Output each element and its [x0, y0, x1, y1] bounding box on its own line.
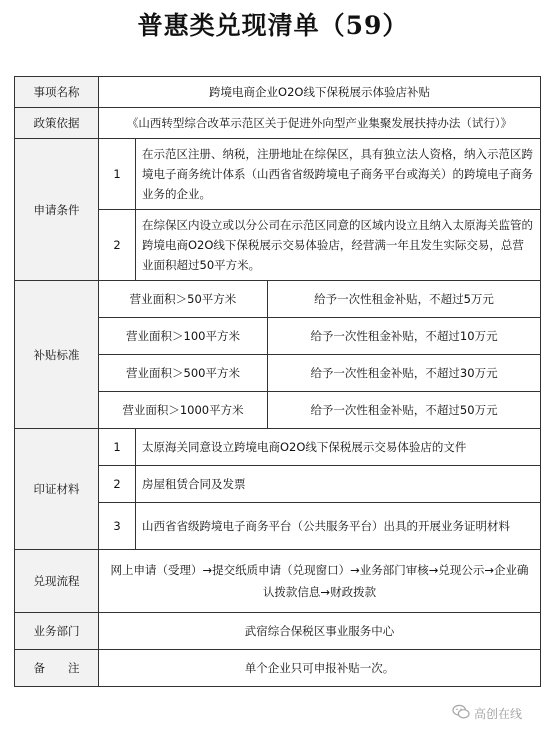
item-name-value: 跨境电商企业O2O线下保税展示体验店补贴 [99, 77, 541, 108]
subsidy-area: 营业面积＞50平方米 [99, 281, 268, 318]
row-process [15, 550, 541, 613]
condition-text: 在综保区内设立或以分公司在示范区同意的区域内设立且纳入太原海关监管的跨境电商O2O线下保税展示交易体验店，经营满一年且发生实际交易，总营业面积超过50平方米。 [136, 210, 541, 281]
department-value: 武宿综合保税区事业服务中心 [99, 613, 541, 650]
material-text: 山西省省级跨境电子商务平台（公共服务平台）出具的开展业务证明材料 [136, 503, 541, 550]
row-item-name [15, 77, 541, 108]
wechat-icon [452, 704, 470, 723]
subsidy-amount: 给予一次性租金补贴，不超过30万元 [268, 355, 541, 392]
row-subsidy-1 [15, 281, 541, 318]
condition-text: 在示范区注册、纳税，注册地址在综保区，具有独立法人资格，纳入示范区跨境电子商务统计体系（山西省省级跨境电子商务平台或海关）的跨境电子商务业务的企业。 [136, 139, 541, 210]
row-department [15, 613, 541, 650]
watermark [452, 702, 542, 724]
subsidy-amount: 给予一次性租金补贴，不超过50万元 [268, 392, 541, 429]
subsidy-amount: 给予一次性租金补贴，不超过10万元 [268, 318, 541, 355]
policy-basis-label: 政策依据 [15, 108, 99, 139]
conditions-label: 申请条件 [15, 139, 99, 281]
remark-label: 备 注 [15, 650, 99, 687]
row-policy-basis [15, 108, 541, 139]
material-number: 3 [99, 503, 136, 550]
row-material-1 [15, 429, 541, 466]
row-remark [15, 650, 541, 687]
subsidy-label: 补贴标准 [15, 281, 99, 429]
material-number: 1 [99, 429, 136, 466]
subsidy-amount: 给予一次性租金补贴，不超过5万元 [268, 281, 541, 318]
item-name-label: 事项名称 [15, 77, 99, 108]
policy-basis-value: 《山西转型综合改革示范区关于促进外向型产业集聚发展扶持办法（试行）》 [99, 108, 541, 139]
materials-label: 印证材料 [15, 429, 99, 550]
condition-number: 1 [99, 139, 136, 210]
department-label: 业务部门 [15, 613, 99, 650]
subsidy-area: 营业面积＞500平方米 [99, 355, 268, 392]
material-text: 太原海关同意设立跨境电商O2O线下保税展示交易体验店的文件 [136, 429, 541, 466]
document-title: 普惠类兑现清单（59） [137, 11, 409, 40]
remark-value: 单个企业只可申报补贴一次。 [99, 650, 541, 687]
material-number: 2 [99, 466, 136, 503]
checklist-table [14, 76, 541, 687]
row-condition-1 [15, 139, 541, 210]
process-label: 兑现流程 [15, 550, 99, 613]
material-text: 房屋租赁合同及发票 [136, 466, 541, 503]
subsidy-area: 营业面积＞100平方米 [99, 318, 268, 355]
process-value: 网上申请（受理）→提交纸质申请（兑现窗口）→业务部门审核→兑现公示→企业确认拨款信息→财政拨款 [99, 550, 541, 613]
subsidy-area: 营业面积＞1000平方米 [99, 392, 268, 429]
condition-number: 2 [99, 210, 136, 281]
watermark-text: 高创在线 [474, 706, 523, 721]
